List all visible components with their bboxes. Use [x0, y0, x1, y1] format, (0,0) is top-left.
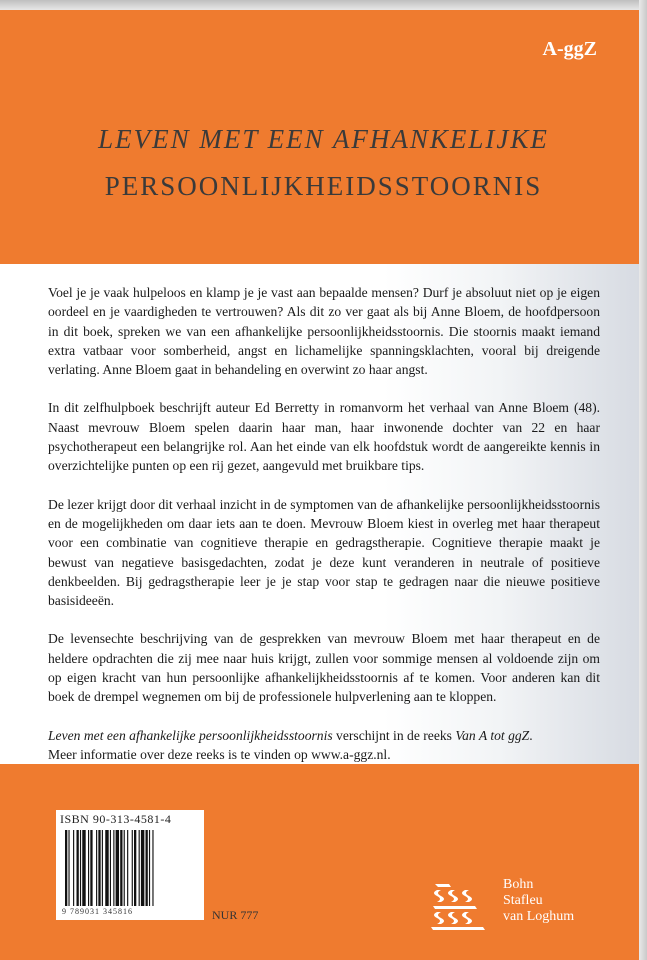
- blurb-paragraph: De lezer krijgt door dit verhaal inzicht in de symptomen van de afhankelijke persoonlijkheidsstoornis en de mogelijkheden om daar iets aan te doen. Mevrouw Bloem kiest in overleg met haar therapeut voor een combinatie van cognitieve therapie en gedragstherapie. Cognitieve therapie maakt je bewust van negatieve basisgedachten, zodat je deze kunt veranderen in neutrale of positieve denkbeelden. Bij gedragstherapie leer je je stap voor stap te gedragen naar die nieuwe positieve basisideeën.: [48, 496, 600, 609]
- series-note-text: verschijnt in de reeks: [332, 727, 456, 743]
- blurb-paragraph: In dit zelfhulpboek beschrijft auteur Ed Berretty in romanvorm het verhaal van Anne Bloem (48). Naast mevrouw Bloem spelen daarin haar man, haar inwonende dochter van 22 en haar psychotherapeut een belangrijke rol. Aan het einde van elk hoofdstuk wordt de aangereikte kennis in overzichtelijke punten op een rij gezet, aangevuld met bruikbare tips.: [48, 400, 600, 474]
- isbn-label: ISBN 90-313-4581-4: [60, 812, 172, 826]
- ean-digits: 9 789031 345816: [62, 907, 133, 916]
- series-mark: A-ggZ: [542, 38, 597, 60]
- publisher-line-2: Stafleu: [503, 893, 543, 908]
- series-info-line: Meer informatie over deze reeks is te vinden op www.a-ggz.nl.: [48, 746, 391, 762]
- book-title-italic: Leven met een afhankelijke persoonlijkheidsstoornis: [48, 727, 333, 743]
- nur-code: NUR 777: [212, 908, 259, 922]
- barcode-area: [56, 810, 204, 920]
- publisher-line-3: van Loghum: [503, 909, 575, 924]
- bsl-logo-icon: [427, 880, 487, 932]
- series-note: [48, 726, 600, 765]
- blurb-paragraph: Voel je je vaak hulpeloos en klamp je je vast aan bepaalde mensen? Durf je absoluut niet op je eigen oordeel en je vaardigheden te vertrouwen? Als dit zo ver gaat als bij Anne Bloem, de hoofdpersoon in dit boek, spreken we van een afhankelijke persoonlijkheidsstoornis. Die stoornis maakt iemand extra vatbaar voor somberheid, angst en lichamelijke spanningsklachten, vooral bij dreigende verlating. Anne Bloem gaat in behandeling en overwint zo haar angst.: [48, 285, 600, 378]
- page-edge-top: [0, 0, 647, 10]
- title-line-1: LEVEN MET EEN AFHANKELIJKE: [98, 124, 549, 154]
- blurb: [48, 283, 600, 764]
- series-note-end: .: [529, 727, 533, 743]
- title-line-2: PERSOONLIJKHEIDSSTOORNIS: [104, 171, 543, 201]
- publisher-name: [503, 877, 574, 925]
- blurb-paragraph: De levensechte beschrijving van de gesprekken van mevrouw Bloem met haar therapeut en de heldere opdrachten die zij mee naar huis krijgt, zullen voor sommige mensen al voldoende zijn om op eigen kracht van hun persoonlijke afhankelijkheidsstoornis af te komen. Voor anderen kan dit boek de drempel wegnemen om bij de professionele hulpverlening aan te kloppen.: [48, 631, 600, 705]
- series-name-italic: Van A tot ggZ: [455, 727, 530, 743]
- barcode-icon: [64, 830, 198, 906]
- publisher-line-1: Bohn: [503, 877, 534, 892]
